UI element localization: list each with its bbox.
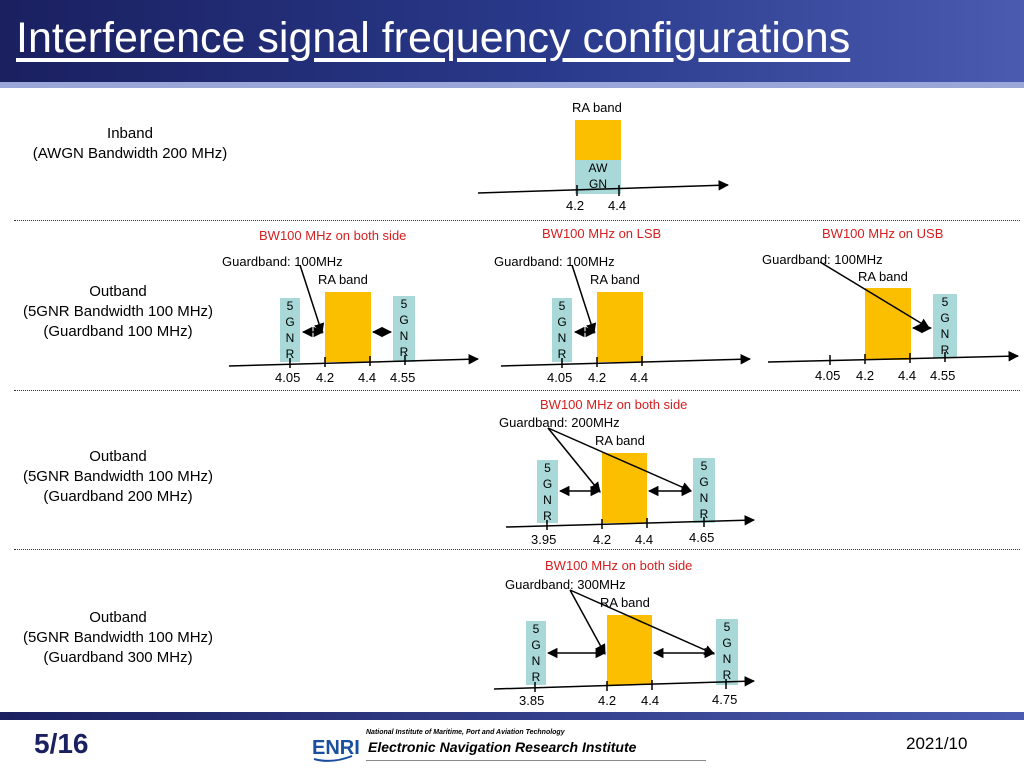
5gnr-block: 5 G N R [693,458,715,523]
5gnr-block: 5 G N R [537,460,558,523]
guardband-label: Guardband: 100MHz [222,254,343,269]
ra-band-label: RA band [600,595,650,610]
ra-band-label: RA band [590,272,640,287]
tick-label: 4.4 [635,532,654,547]
tick-label: 4.55 [930,368,956,383]
logo-text: ENRI [312,737,360,759]
panel-caption: BW100 MHz on both side [540,397,688,412]
guardband-label: Guardband: 300MHz [505,577,626,592]
enri-logo-icon [312,726,360,764]
page-number: 5/16 [34,728,89,759]
panel-caption: BW100 MHz on USB [822,226,944,241]
tick-label: 4.2 [856,368,875,383]
ra-band-label: RA band [572,100,622,115]
tick-label: 4.05 [815,368,841,383]
institute-parent-name: National Institute of Maritime, Port and Aviation Technology [366,729,565,736]
tick-label: 4.05 [547,370,573,385]
frequency-axis [506,520,754,527]
institute-name: Electronic Navigation Research Institute [368,739,637,755]
tick-label: 4.4 [898,368,917,383]
frequency-axis [768,356,1018,362]
5gnr-block: 5 G N R [933,294,957,358]
tick-label: 4.4 [641,693,660,708]
row-label-outband-200: Outband (5GNR Bandwidth 100 MHz) (Guardband 200 MHz) [22,448,214,505]
tick-label: 4.4 [630,370,649,385]
frequency-axis [478,185,728,193]
ra-band-label: RA band [595,433,645,448]
row-label-outband-100: Outband (5GNR Bandwidth 100 MHz) (Guardband 100 MHz) [22,283,214,340]
5gnr-block: 5 G N R [716,619,738,685]
tick-label: 4.2 [588,370,607,385]
tick-label: 4.4 [608,198,627,213]
tick-label: 3.95 [531,532,557,547]
row-label-outband-300: Outband (5GNR Bandwidth 100 MHz) (Guardband 300 MHz) [22,609,214,666]
tick-label: 4.2 [593,532,612,547]
panel-caption: BW100 MHz on both side [259,228,407,243]
tick-label: 4.2 [598,693,617,708]
5gnr-block: 5 G N R [393,296,415,362]
tick-label: 4.2 [566,198,585,213]
tick-label: 4.65 [689,530,715,545]
guardband-label: Guardband: 100MHz [494,254,615,269]
tick-label: 3.85 [519,693,545,708]
awgn-block: AW GN [575,160,621,194]
5gnr-block: 5 G N R [280,298,300,362]
row-label-inband: Inband (AWGN Bandwidth 200 MHz) [32,125,228,162]
institute-underline [366,760,706,761]
tick-label: 4.75 [712,692,738,707]
5gnr-block: 5 G N R [526,621,546,685]
tick-label: 4.4 [358,370,377,385]
ra-band-label: RA band [318,272,368,287]
tick-label: 4.55 [390,370,416,385]
date: 2021/10 [906,734,968,753]
ra-band-label: RA band [858,269,908,284]
5gnr-block: 5 G N R [552,298,572,362]
panel-caption: BW100 MHz on LSB [542,226,662,241]
footer-bar [0,712,1024,720]
frequency-axis [494,681,754,689]
frequency-axis [501,359,750,366]
tick-label: 4.2 [316,370,335,385]
tick-label: 4.05 [275,370,301,385]
page-title: Interference signal frequency configurations [16,14,851,62]
guardband-label: Guardband: 200MHz [499,415,620,430]
guardband-label: Guardband: 100MHz [762,252,883,267]
panel-caption: BW100 MHz on both side [545,558,693,573]
frequency-axis [229,359,478,366]
